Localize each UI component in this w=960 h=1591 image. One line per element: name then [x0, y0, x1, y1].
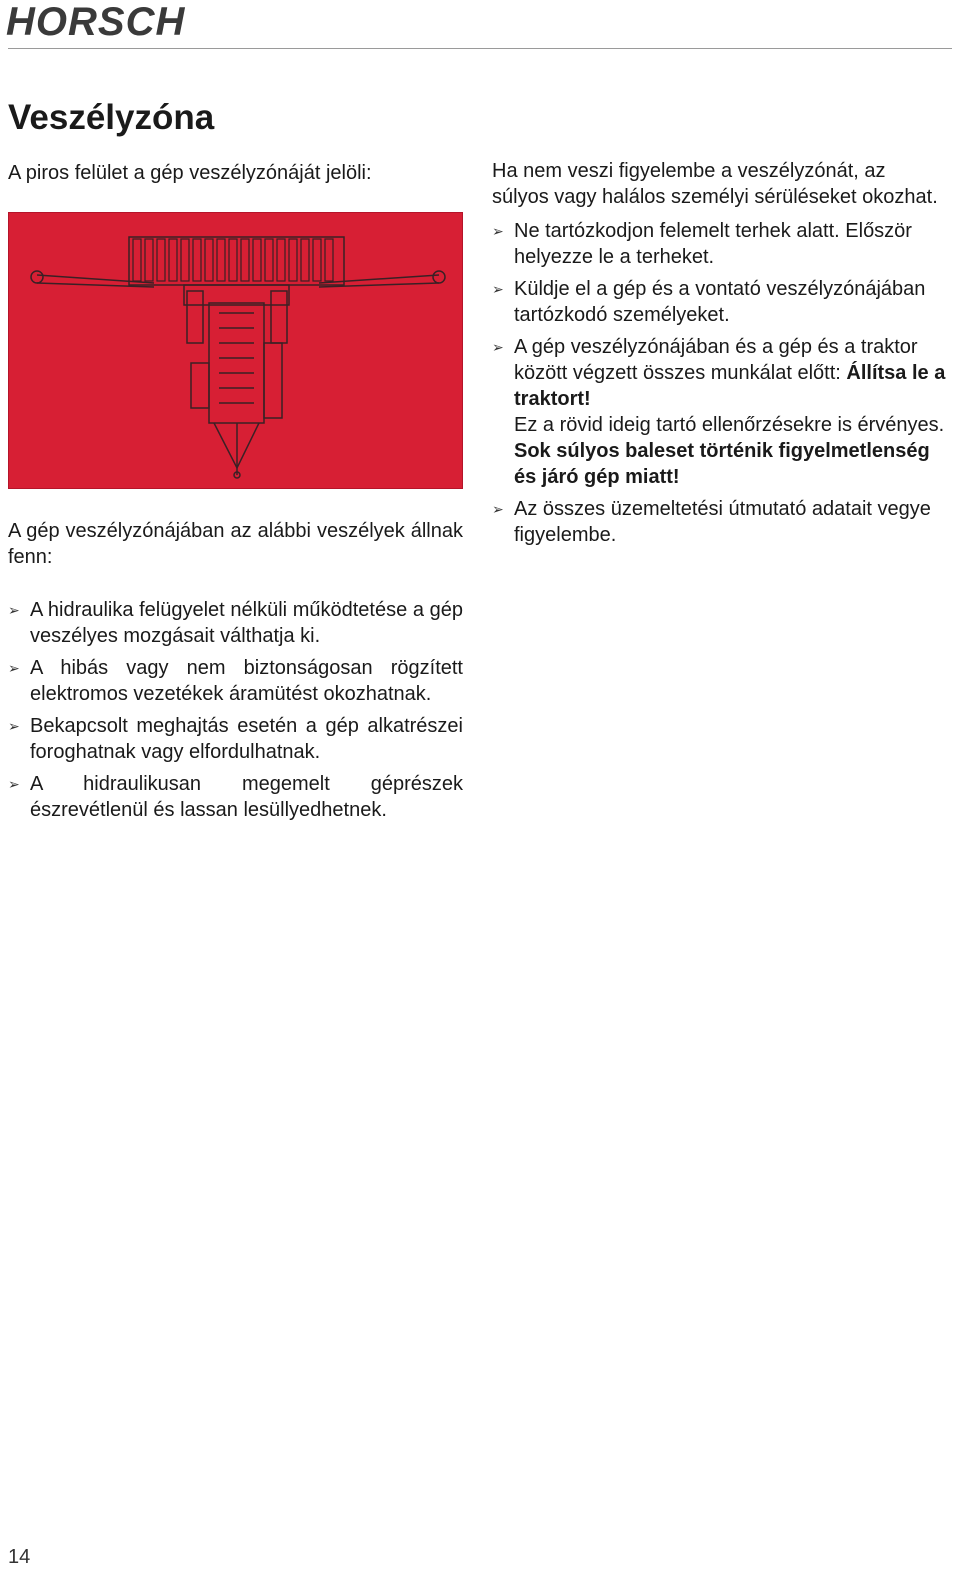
list-item: ➢ Az összes üzemeltetési útmutató adatait vegye figyelembe. [492, 498, 931, 546]
arrow-bullet-icon: ➢ [8, 602, 20, 618]
list-item: ➢ A hibás vagy nem biztonságosan rögzített elektromos vezetékek áramütést okozhatnak. [8, 657, 463, 705]
list-item: ➢ Bekapcsolt meghajtás esetén a gép alkatrészei foroghatnak vagy elfordulhatnak. [8, 715, 463, 763]
arrow-bullet-icon: ➢ [492, 281, 504, 297]
accident-warning: Sok súlyos baleset történik figyelmetlenség és járó gép miatt! [514, 440, 930, 488]
page-header [0, 0, 960, 60]
hazards-lead-text: A gép veszélyzónájában az alábbi veszélyek állnak fenn: [8, 520, 463, 568]
safety-lead-text: Ha nem veszi figyelembe a veszélyzónát, az súlyos vagy halálos személyi sérüléseket okozhat. [492, 160, 938, 208]
arrow-bullet-icon: ➢ [492, 223, 504, 239]
list-item: ➢ Küldje el a gép és a vontató veszélyzónájában tartózkodó személyeket. [492, 278, 926, 326]
arrow-bullet-icon: ➢ [8, 718, 20, 734]
arrow-bullet-icon: ➢ [492, 339, 504, 355]
header-divider [8, 48, 952, 49]
machine-top-view-icon [9, 213, 464, 490]
arrow-bullet-icon: ➢ [8, 660, 20, 676]
arrow-bullet-icon: ➢ [492, 501, 504, 517]
safety-list [492, 218, 946, 548]
horsch-logo: HORSCH [6, 0, 186, 44]
safety-instructions [492, 158, 946, 554]
list-item: ➢ A hidraulika felügyelet nélküli működtetése a gép veszélyes mozgásait válthatja ki. [8, 599, 463, 647]
page-number: 14 [8, 1546, 31, 1568]
page-title: Veszélyzóna [8, 98, 215, 137]
stop-tractor-instruction: Állítsa le a traktort! [514, 362, 946, 410]
hazards-list [8, 597, 463, 829]
arrow-bullet-icon: ➢ [8, 776, 20, 792]
short-check-note: Ez a rövid ideig tartó ellenőrzésekre is érvényes. [514, 414, 945, 436]
list-item: ➢ A gép veszélyzónájában és a gép és a traktor között végzett összes munkálat előtt: Állítsa le a traktort! Ez a rövid ideig tartó ellenőrzésekre is érvényes. Sok súlyos baleset történik figyelmetlenség és járó gép miatt! [492, 336, 946, 488]
danger-zone-figure [8, 212, 463, 489]
figure-intro-text: A piros felület a gép veszélyzónáját jelöli: [8, 162, 372, 184]
list-item: ➢ Ne tartózkodjon felemelt terhek alatt. Először helyezze le a terheket. [492, 220, 912, 268]
list-item: ➢ A hidraulikusan megemelt géprészek észrevétlenül és lassan lesüllyedhetnek. [8, 773, 463, 821]
